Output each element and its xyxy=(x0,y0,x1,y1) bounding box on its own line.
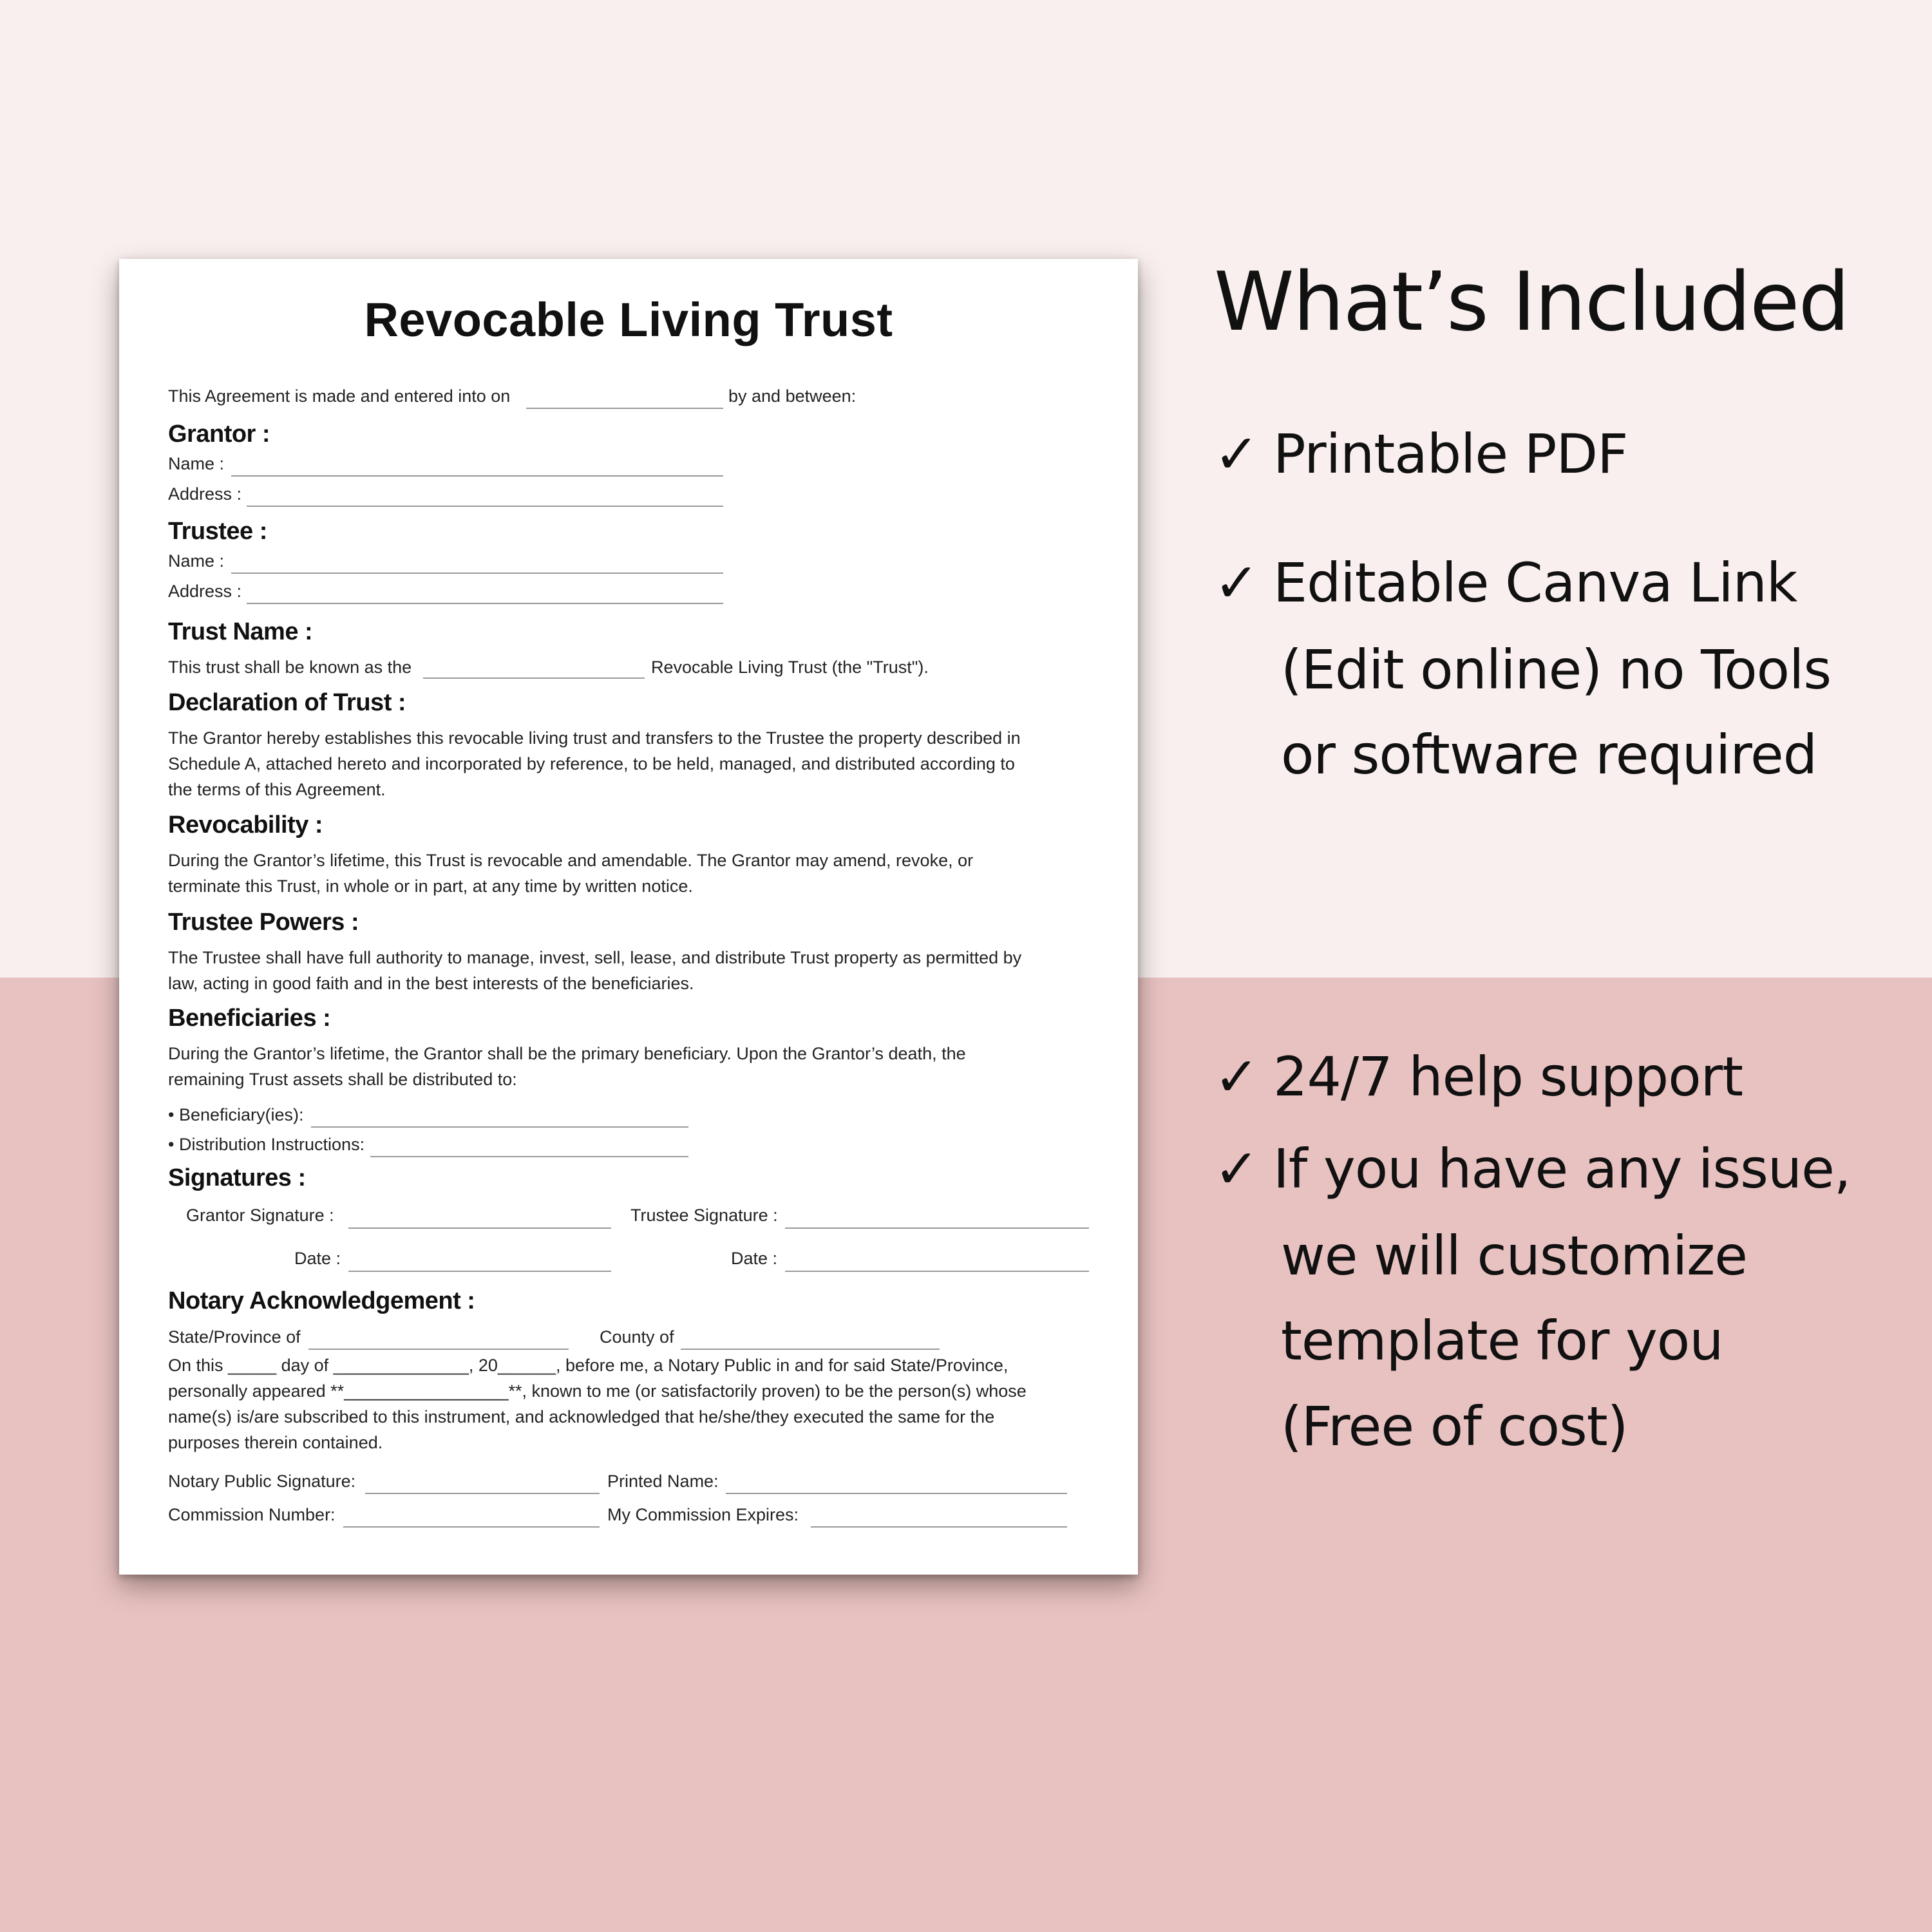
included-item-label: 24/7 help support xyxy=(1273,1045,1743,1108)
grantor-address-field[interactable] xyxy=(247,506,723,507)
beneficiaries-line: remaining Trust assets shall be distributed to: xyxy=(168,1070,517,1089)
beneficiary-field[interactable] xyxy=(311,1126,688,1128)
included-item-label: Printable PDF xyxy=(1273,422,1628,486)
intro-text: This Agreement is made and entered into on xyxy=(168,386,511,406)
commission-number-field[interactable] xyxy=(343,1526,600,1528)
printed-name-label: Printed Name: xyxy=(607,1472,719,1491)
whats-included-heading: What’s Included xyxy=(1214,254,1849,349)
agreement-date-field[interactable] xyxy=(526,408,723,409)
included-item-label: Editable Canva Link xyxy=(1273,551,1797,614)
grantor-date-field[interactable] xyxy=(348,1271,611,1272)
notary-heading: Notary Acknowledgement : xyxy=(168,1287,475,1314)
grantor-date-label: Date : xyxy=(294,1249,341,1268)
trustee-powers-line: The Trustee shall have full authority to manage, invest, sell, lease, and distribute Trust property as permitted by xyxy=(168,948,1022,967)
trust-name-heading: Trust Name : xyxy=(168,618,313,645)
trustee-address-field[interactable] xyxy=(247,603,723,604)
trustee-heading: Trustee : xyxy=(168,518,267,545)
checkmark-icon: ✓ xyxy=(1214,1045,1259,1108)
trustee-name-label: Name : xyxy=(168,551,225,571)
county-label: County of xyxy=(600,1327,674,1347)
beneficiaries-line: During the Grantor’s lifetime, the Grantor shall be the primary beneficiary. Upon the Grantor’s death, the xyxy=(168,1044,966,1063)
included-item-help-support xyxy=(1214,1035,1743,1119)
trustee-powers-heading: Trustee Powers : xyxy=(168,909,359,936)
included-item-label: If you have any issue, xyxy=(1273,1137,1851,1200)
trustee-date-label: Date : xyxy=(731,1249,778,1268)
included-item-canva-link xyxy=(1214,541,1797,625)
declaration-line: Schedule A, attached hereto and incorporated by reference, to be held, managed, and distributed according to xyxy=(168,754,1015,773)
checkmark-icon: ✓ xyxy=(1214,422,1259,486)
trust-name-text-end: Revocable Living Trust (the "Trust"). xyxy=(651,658,929,677)
beneficiaries-heading: Beneficiaries : xyxy=(168,1005,331,1032)
grantor-heading: Grantor : xyxy=(168,421,270,448)
distribution-instructions-label: • Distribution Instructions: xyxy=(168,1135,365,1154)
document-title: Revocable Living Trust xyxy=(364,293,893,346)
revocability-line: During the Grantor’s lifetime, this Trust is revocable and amendable. The Grantor may amend, revoke, or xyxy=(168,851,974,870)
included-item-continuation: or software required xyxy=(1281,723,1817,786)
state-province-label: State/Province of xyxy=(168,1327,301,1347)
printed-name-field[interactable] xyxy=(726,1493,1067,1494)
commission-expires-field[interactable] xyxy=(811,1526,1067,1528)
notary-signature-field[interactable] xyxy=(365,1493,600,1494)
included-item-continuation: (Free of cost) xyxy=(1281,1395,1628,1458)
trustee-address-label: Address : xyxy=(168,582,242,601)
included-item-continuation: (Edit online) no Tools xyxy=(1281,638,1832,701)
distribution-instructions-field[interactable] xyxy=(370,1156,688,1157)
included-item-printable-pdf xyxy=(1214,412,1627,496)
trust-name-field[interactable] xyxy=(423,677,645,679)
trustee-name-field[interactable] xyxy=(231,573,723,574)
grantor-signature-label: Grantor Signature : xyxy=(186,1206,334,1225)
included-item-continuation: template for you xyxy=(1281,1309,1723,1372)
trustee-powers-line: law, acting in good faith and in the best interests of the beneficiaries. xyxy=(168,974,694,993)
declaration-line: The Grantor hereby establishes this revocable living trust and transfers to the Trustee the property described in xyxy=(168,728,1021,748)
trustee-date-field[interactable] xyxy=(785,1271,1089,1272)
trustee-signature-field[interactable] xyxy=(785,1227,1089,1229)
declaration-heading: Declaration of Trust : xyxy=(168,689,406,716)
notary-text-line: On this _____ day of ______________, 20______, before me, a Notary Public in and for said State/Province, xyxy=(168,1356,1009,1375)
notary-text-line: personally appeared **_________________**, known to me (or satisfactorily proven) to be the person(s) whose xyxy=(168,1381,1027,1401)
document-page xyxy=(119,259,1138,1575)
included-item-continuation: we will customize xyxy=(1281,1224,1747,1287)
signatures-heading: Signatures : xyxy=(168,1164,306,1191)
notary-text-line: purposes therein contained. xyxy=(168,1433,383,1452)
grantor-name-label: Name : xyxy=(168,454,225,473)
state-province-field[interactable] xyxy=(308,1349,569,1350)
declaration-line: the terms of this Agreement. xyxy=(168,780,386,799)
revocability-line: terminate this Trust, in whole or in part, at any time by written notice. xyxy=(168,876,693,896)
included-item-customize xyxy=(1214,1127,1851,1211)
trust-name-text: This trust shall be known as the xyxy=(168,658,412,677)
commission-number-label: Commission Number: xyxy=(168,1505,336,1524)
checkmark-icon: ✓ xyxy=(1214,1137,1259,1200)
notary-signature-label: Notary Public Signature: xyxy=(168,1472,356,1491)
intro-text-end: by and between: xyxy=(728,386,857,406)
grantor-address-label: Address : xyxy=(168,484,242,504)
grantor-signature-field[interactable] xyxy=(348,1227,611,1229)
commission-expires-label: My Commission Expires: xyxy=(607,1505,799,1524)
trustee-signature-label: Trustee Signature : xyxy=(630,1206,778,1225)
checkmark-icon: ✓ xyxy=(1214,551,1259,614)
notary-text-line: name(s) is/are subscribed to this instrument, and acknowledged that he/she/they executed the same for the xyxy=(168,1407,995,1426)
grantor-name-field[interactable] xyxy=(231,475,723,477)
county-field[interactable] xyxy=(681,1349,940,1350)
revocability-heading: Revocability : xyxy=(168,811,323,838)
beneficiary-label: • Beneficiary(ies): xyxy=(168,1105,304,1124)
